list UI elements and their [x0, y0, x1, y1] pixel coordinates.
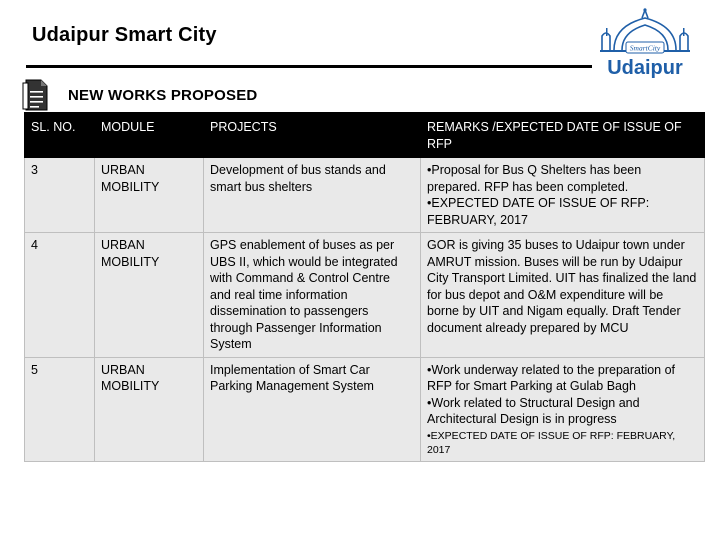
section-subtitle: NEW WORKS PROPOSED [68, 87, 258, 104]
logo-badge-text: SmartCity [629, 43, 661, 53]
document-icon [22, 79, 50, 111]
page-title: Udaipur Smart City [32, 24, 217, 46]
col-header-projects: PROJECTS [204, 113, 421, 158]
remark-line: •Work underway related to the preparation of RFP for Smart Parking at Gulab Bagh [427, 362, 676, 393]
col-header-remarks: REMARKS /EXPECTED DATE OF ISSUE OF RFP [421, 113, 705, 158]
col-header-sl-no: SL. NO. [25, 113, 95, 158]
table-row [25, 158, 705, 233]
cell-sl-no: 4 [25, 233, 95, 358]
remark-line: •Proposal for Bus Q Shelters has been prepared. RFP has been completed. [427, 163, 642, 194]
cell-project: GPS enablement of buses as per UBS II, which would be integrated with Command & Control Centre and real time information dissemination to passengers through Passenger Information System [204, 233, 421, 358]
table-header-row [25, 113, 705, 158]
cell-remarks [421, 357, 705, 461]
table-row [25, 233, 705, 358]
palace-logo-icon [596, 6, 694, 82]
cell-remarks [421, 233, 705, 358]
logo-word: Udaipur [607, 57, 683, 79]
cell-sl-no: 3 [25, 158, 95, 233]
remark-line: GOR is giving 35 buses to Udaipur town under AMRUT mission. Buses will be run by Udaipur City Transport Limited. UIT has finalized the land for bus depot and O&M expenditure will be borne by UIT and Nigam equally. Draft Tender document already prepared by MCU [427, 238, 697, 335]
cell-module: URBAN MOBILITY [95, 233, 204, 358]
cell-module: URBAN MOBILITY [95, 357, 204, 461]
udaipur-smart-city-logo [596, 6, 694, 82]
cell-project: Development of bus stands and smart bus shelters [204, 158, 421, 233]
cell-remarks [421, 158, 705, 233]
cell-sl-no: 5 [25, 357, 95, 461]
remark-line: •EXPECTED DATE OF ISSUE OF RFP: FEBRUARY, 2017 [427, 196, 650, 227]
col-header-module: MODULE [95, 113, 204, 158]
title-divider [26, 65, 592, 68]
table-row [25, 357, 705, 461]
cell-module: URBAN MOBILITY [95, 158, 204, 233]
remark-line: •Work related to Structural Design and Architectural Design is in progress [427, 395, 640, 426]
new-works-table [24, 112, 705, 462]
cell-project: Implementation of Smart Car Parking Management System [204, 357, 421, 461]
remark-note: •EXPECTED DATE OF ISSUE OF RFP: FEBRUARY, 2017 [427, 429, 676, 456]
